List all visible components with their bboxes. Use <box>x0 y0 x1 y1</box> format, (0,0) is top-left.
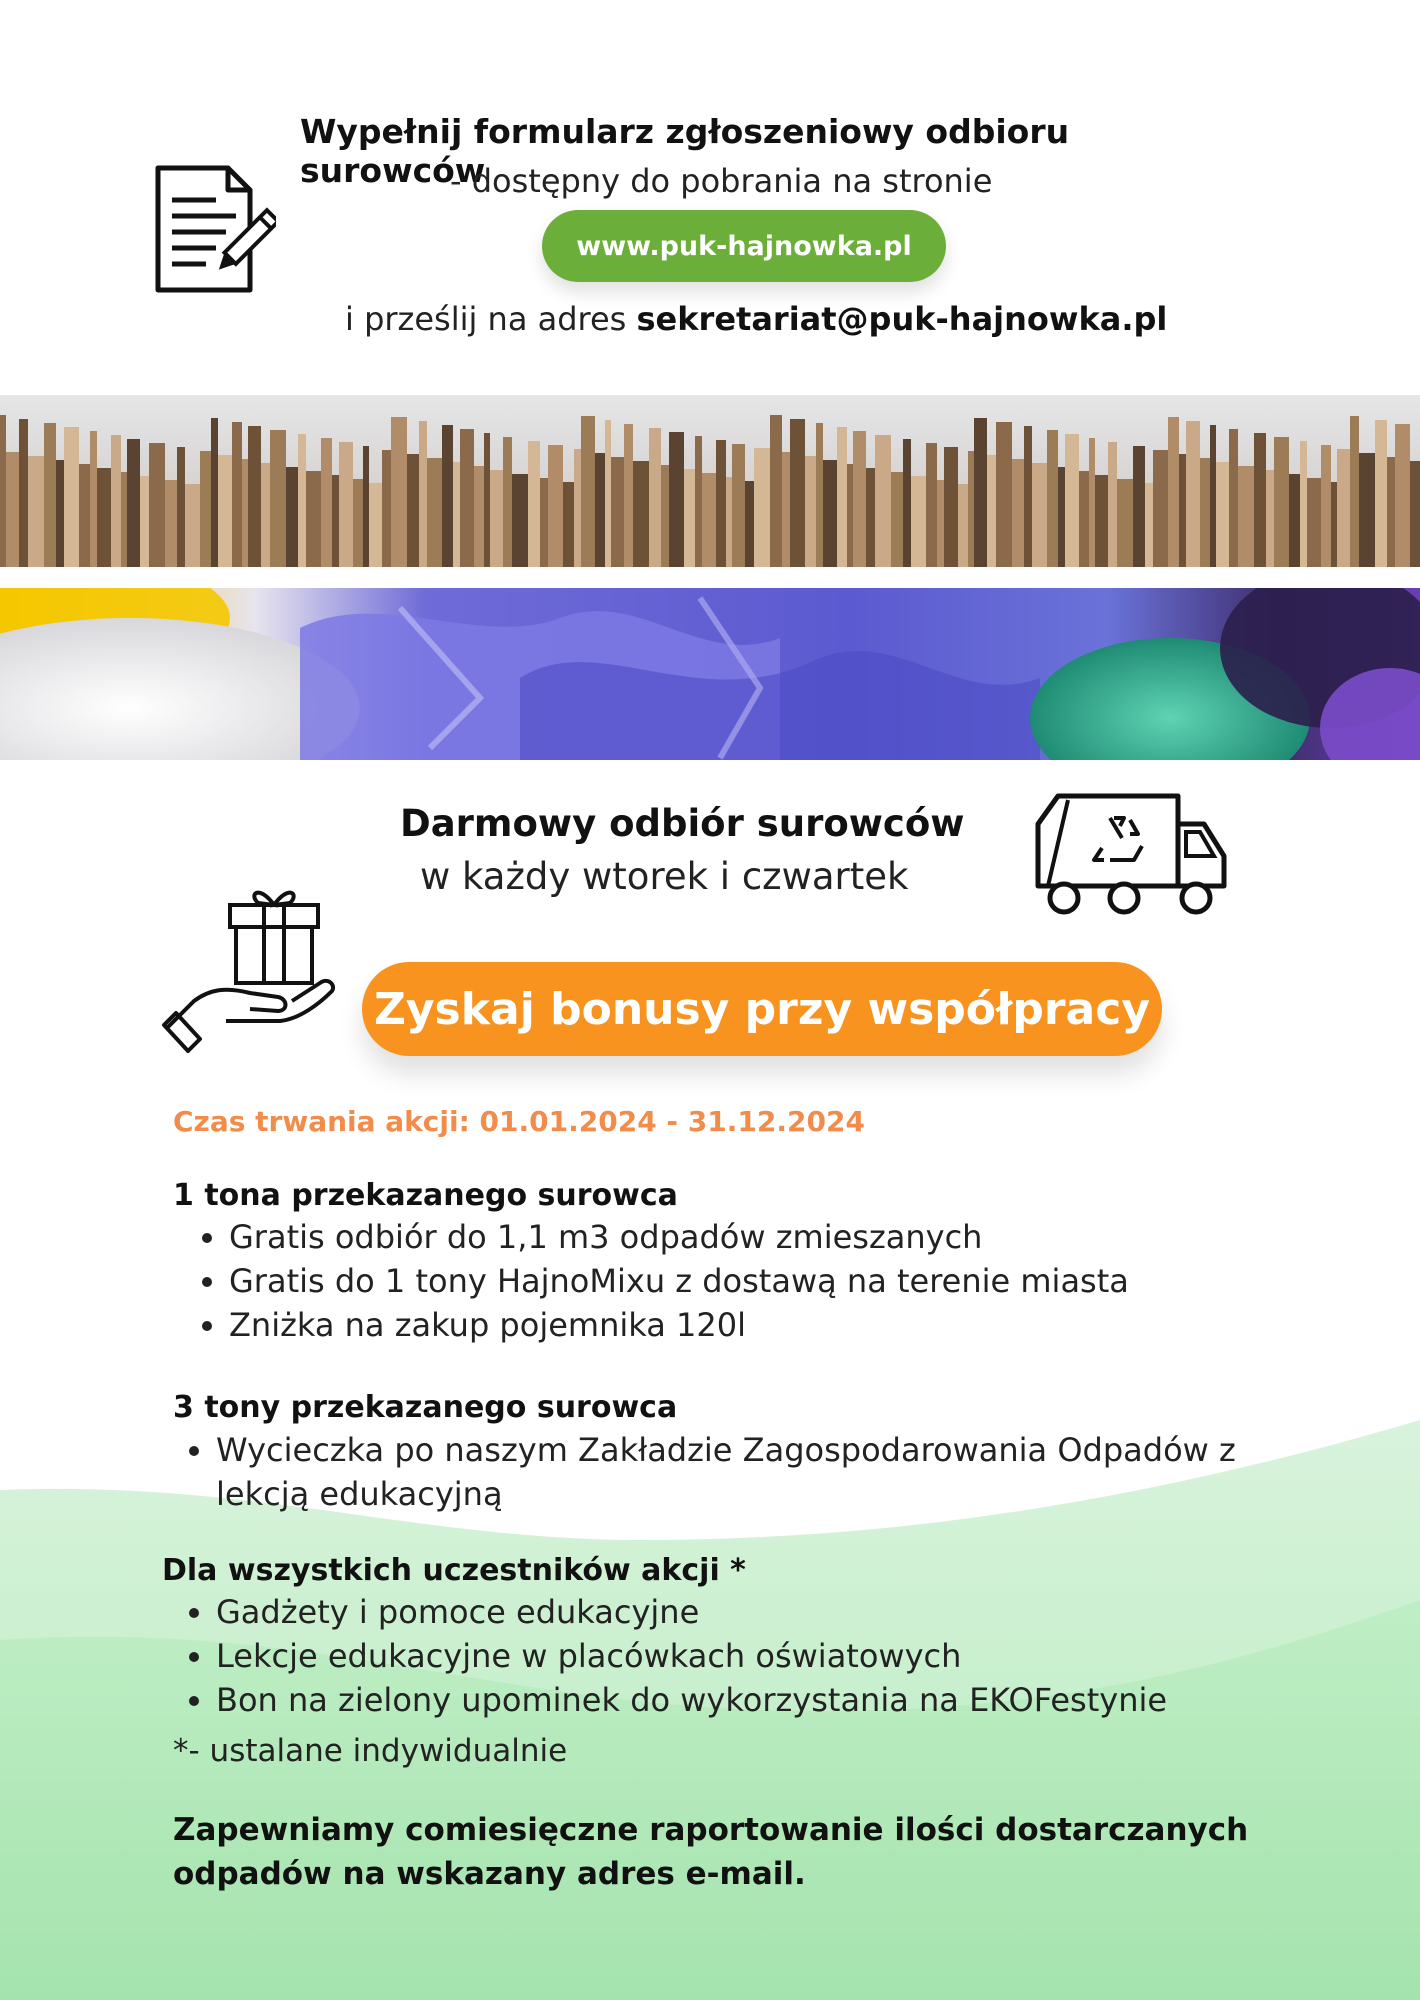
cardboard-strip <box>270 430 286 567</box>
cardboard-strip <box>732 444 745 567</box>
footnote: *- ustalane indywidualnie <box>173 1733 568 1769</box>
cardboard-strip <box>56 460 64 567</box>
cardboard-strip <box>127 439 140 567</box>
cardboard-strip <box>1133 446 1145 567</box>
form-title: Wypełnij formularz zgłoszeniowy odbioru surowców <box>300 112 1070 190</box>
list-item: • Gratis do 1 tony HajnoMixu z dostawą na terenie miasta <box>229 1259 1129 1303</box>
cardboard-strip <box>1179 454 1186 567</box>
cardboard-strip <box>633 461 649 567</box>
cardboard-strip <box>702 473 716 567</box>
cardboard-strip <box>1337 449 1350 567</box>
cardboard-strip <box>1289 474 1300 567</box>
section-title-all-participants: Dla wszystkich uczestników akcji * <box>162 1553 746 1588</box>
list-item: • Lekcje edukacyjne w placówkach oświatowych <box>216 1634 1167 1678</box>
cardboard-strip <box>242 459 248 567</box>
cardboard-strip <box>540 478 548 567</box>
cardboard-strip <box>611 457 624 567</box>
list-item: • Gratis odbiór do 1,1 m3 odpadów zmieszanych <box>229 1215 1129 1259</box>
cardboard-strip <box>6 452 19 567</box>
cardboard-strip <box>261 463 270 567</box>
cardboard-strip <box>1032 463 1047 567</box>
closing-statement: Zapewniamy comiesięczne raportowanie ilości dostarczanych odpadów na wskazany adres e-mail. <box>173 1812 1249 1892</box>
cardboard-strip <box>1186 421 1200 567</box>
section-title-1-ton: 1 tona przekazanego surowca <box>173 1178 678 1213</box>
list-item: • Bon na zielony upominek do wykorzystania na EKOFestynie <box>216 1678 1167 1722</box>
cardboard-strip <box>695 436 702 567</box>
cardboard-strip <box>353 479 363 567</box>
cardboard-strip <box>369 483 382 567</box>
cardboard-strip <box>490 470 503 567</box>
plastic-bags-image <box>0 588 1420 760</box>
cardboard-strip <box>1047 430 1058 567</box>
cardboard-strip <box>745 481 754 567</box>
recycling-truck-icon <box>1028 790 1228 916</box>
cardboard-strip <box>926 443 937 567</box>
cardboard-strip <box>332 475 339 567</box>
cardboard-strip <box>1331 482 1337 567</box>
cardboard-strip <box>185 484 200 567</box>
cardboard-strip <box>684 469 695 567</box>
campaign-duration: Czas trwania akcji: 01.01.2024 - 31.12.2024 <box>173 1105 865 1138</box>
website-link-button[interactable]: www.puk-hajnowka.pl <box>542 210 946 282</box>
cardboard-strip <box>391 417 407 567</box>
cardboard-strip <box>1089 438 1095 567</box>
cardboard-strip <box>419 421 427 567</box>
cardboard-strip <box>823 460 837 567</box>
cardboard-strip <box>382 450 391 567</box>
cardboard-strip <box>563 482 574 567</box>
pickup-subtitle: w każdy wtorek i czwartek <box>420 855 909 898</box>
cardboard-strip <box>474 466 484 567</box>
cardboard-strip <box>1153 450 1168 567</box>
cardboard-strip <box>754 448 770 567</box>
cardboard-strip <box>1395 424 1410 567</box>
cardboard-strip <box>363 446 369 567</box>
form-subtitle: - dostępny do pobrania na stronie <box>450 162 993 200</box>
cardboard-strip <box>726 477 732 567</box>
list-item: • Gadżety i pomoce edukacyjne <box>216 1590 1167 1634</box>
cardboard-strip <box>1012 459 1024 567</box>
cardboard-strip <box>1238 466 1254 567</box>
cardboard-strip <box>805 456 816 567</box>
bonus-banner: Zyskaj bonusy przy współpracy <box>362 962 1162 1056</box>
cardboard-strip <box>1254 433 1266 567</box>
cardboard-strip <box>28 456 44 567</box>
cardboard-strip <box>44 423 56 567</box>
cardboard-strip <box>595 453 605 567</box>
cardboard-strip <box>1200 458 1210 567</box>
cardboard-strip <box>90 431 97 567</box>
cardboard-strip <box>937 480 944 567</box>
cardboard-strip <box>816 423 823 567</box>
cardboard-strip <box>79 464 90 567</box>
cardboard-strip <box>866 468 875 567</box>
cardboard-strip <box>1095 475 1108 567</box>
cardboard-strip <box>847 464 853 567</box>
cardboard-strip <box>298 434 306 567</box>
cardboard-strip <box>503 437 512 567</box>
cardboard-strip <box>770 415 782 567</box>
pickup-title: Darmowy odbiór surowców <box>400 802 965 845</box>
cardboard-strip <box>1307 478 1321 567</box>
cardboard-strip <box>1229 429 1238 567</box>
cardboard-strip <box>996 422 1012 567</box>
cardboard-strip <box>442 425 453 567</box>
cardboard-strip <box>1266 470 1274 567</box>
cardboard-strip <box>661 465 669 567</box>
cardboard-strip <box>1410 461 1420 567</box>
cardboard-strip <box>111 435 121 567</box>
cardboard-strip <box>853 431 866 567</box>
cardboard-strip <box>1065 434 1079 567</box>
cardboard-strip <box>339 442 353 567</box>
cardboard-strip <box>1210 425 1216 567</box>
cardboard-strip <box>968 451 974 567</box>
cardboard-strip <box>1024 426 1032 567</box>
cardboard-strip <box>1359 453 1375 567</box>
cardboard-strip <box>19 419 28 567</box>
cardboard-strip <box>460 429 474 567</box>
cardboard-strip <box>177 447 185 567</box>
benefits-list-3-tons <box>160 1428 1336 1516</box>
cardboard-strip <box>891 472 903 567</box>
cardboard-strip <box>1168 417 1179 567</box>
cardboard-strip <box>218 455 232 567</box>
cardboard-strip <box>484 433 490 567</box>
benefits-list-all <box>160 1590 1167 1722</box>
cardboard-strip <box>944 447 958 567</box>
cardboard-strip <box>121 472 127 567</box>
cardboard-strip <box>605 420 611 567</box>
cardboard-strip <box>987 455 996 567</box>
cardboard-strip <box>574 449 581 567</box>
cardboard-strip <box>649 428 661 567</box>
cardboard-strip <box>512 474 528 567</box>
cardboard-strip <box>958 484 968 567</box>
cardboard-strip <box>875 435 891 567</box>
cardboard-strip <box>1145 483 1153 567</box>
cardboard-strip <box>407 454 419 567</box>
cardboard-strip <box>974 418 987 567</box>
cardboard-strip <box>286 467 298 567</box>
cardboard-strip <box>581 416 595 567</box>
cardboard-strip <box>903 439 911 567</box>
cardboard-strip <box>1058 467 1065 567</box>
cardboard-strip <box>1321 445 1331 567</box>
cardboard-strip <box>1350 416 1359 567</box>
cardboard-strip <box>427 458 442 567</box>
cardboard-strip <box>232 422 242 567</box>
cardboard-strip <box>140 476 149 567</box>
benefits-list-1-ton <box>173 1215 1129 1347</box>
cardboard-strip <box>1274 437 1289 567</box>
cardboard-strip <box>321 438 332 567</box>
cardboard-image <box>0 395 1420 567</box>
send-instruction <box>345 300 1245 338</box>
cardboard-strip <box>790 419 805 567</box>
cardboard-strip <box>1387 457 1395 567</box>
document-edit-icon <box>150 162 276 296</box>
cardboard-strip <box>669 432 684 567</box>
cardboard-strip <box>248 426 261 567</box>
cardboard-strip <box>716 440 726 567</box>
cardboard-strip <box>211 418 218 567</box>
cardboard-strip <box>528 441 540 567</box>
send-prefix: i prześlij na adres <box>345 300 637 338</box>
cardboard-strip <box>453 462 460 567</box>
cardboard-strip <box>1216 462 1229 567</box>
email-link[interactable]: sekretariat@puk-hajnowka.pl <box>636 300 1168 338</box>
cardboard-strip <box>200 451 211 567</box>
cardboard-strip <box>1108 442 1117 567</box>
cardboard-strip <box>306 471 321 567</box>
section-title-3-tons: 3 tony przekazanego surowca <box>173 1390 678 1425</box>
cardboard-strip <box>624 424 633 567</box>
list-item: • Zniżka na zakup pojemnika 120l <box>229 1303 1129 1347</box>
gift-hand-icon <box>160 875 340 1055</box>
list-item: • Wycieczka po naszym Zakładzie Zagospodarowania Odpadów z lekcją edukacyjną <box>216 1428 1336 1516</box>
cardboard-strip <box>1300 441 1307 567</box>
cardboard-strip <box>165 480 177 567</box>
cardboard-strip <box>149 443 165 567</box>
cardboard-strip <box>1375 420 1387 567</box>
cardboard-strip <box>782 452 790 567</box>
cardboard-strip <box>1079 471 1089 567</box>
cardboard-strip <box>1117 479 1133 567</box>
cardboard-strip <box>837 427 847 567</box>
cardboard-strip <box>97 468 111 567</box>
cardboard-strip <box>64 427 79 567</box>
cardboard-strip <box>911 476 926 567</box>
cardboard-strip <box>548 445 563 567</box>
cardboard-strip <box>0 415 6 567</box>
